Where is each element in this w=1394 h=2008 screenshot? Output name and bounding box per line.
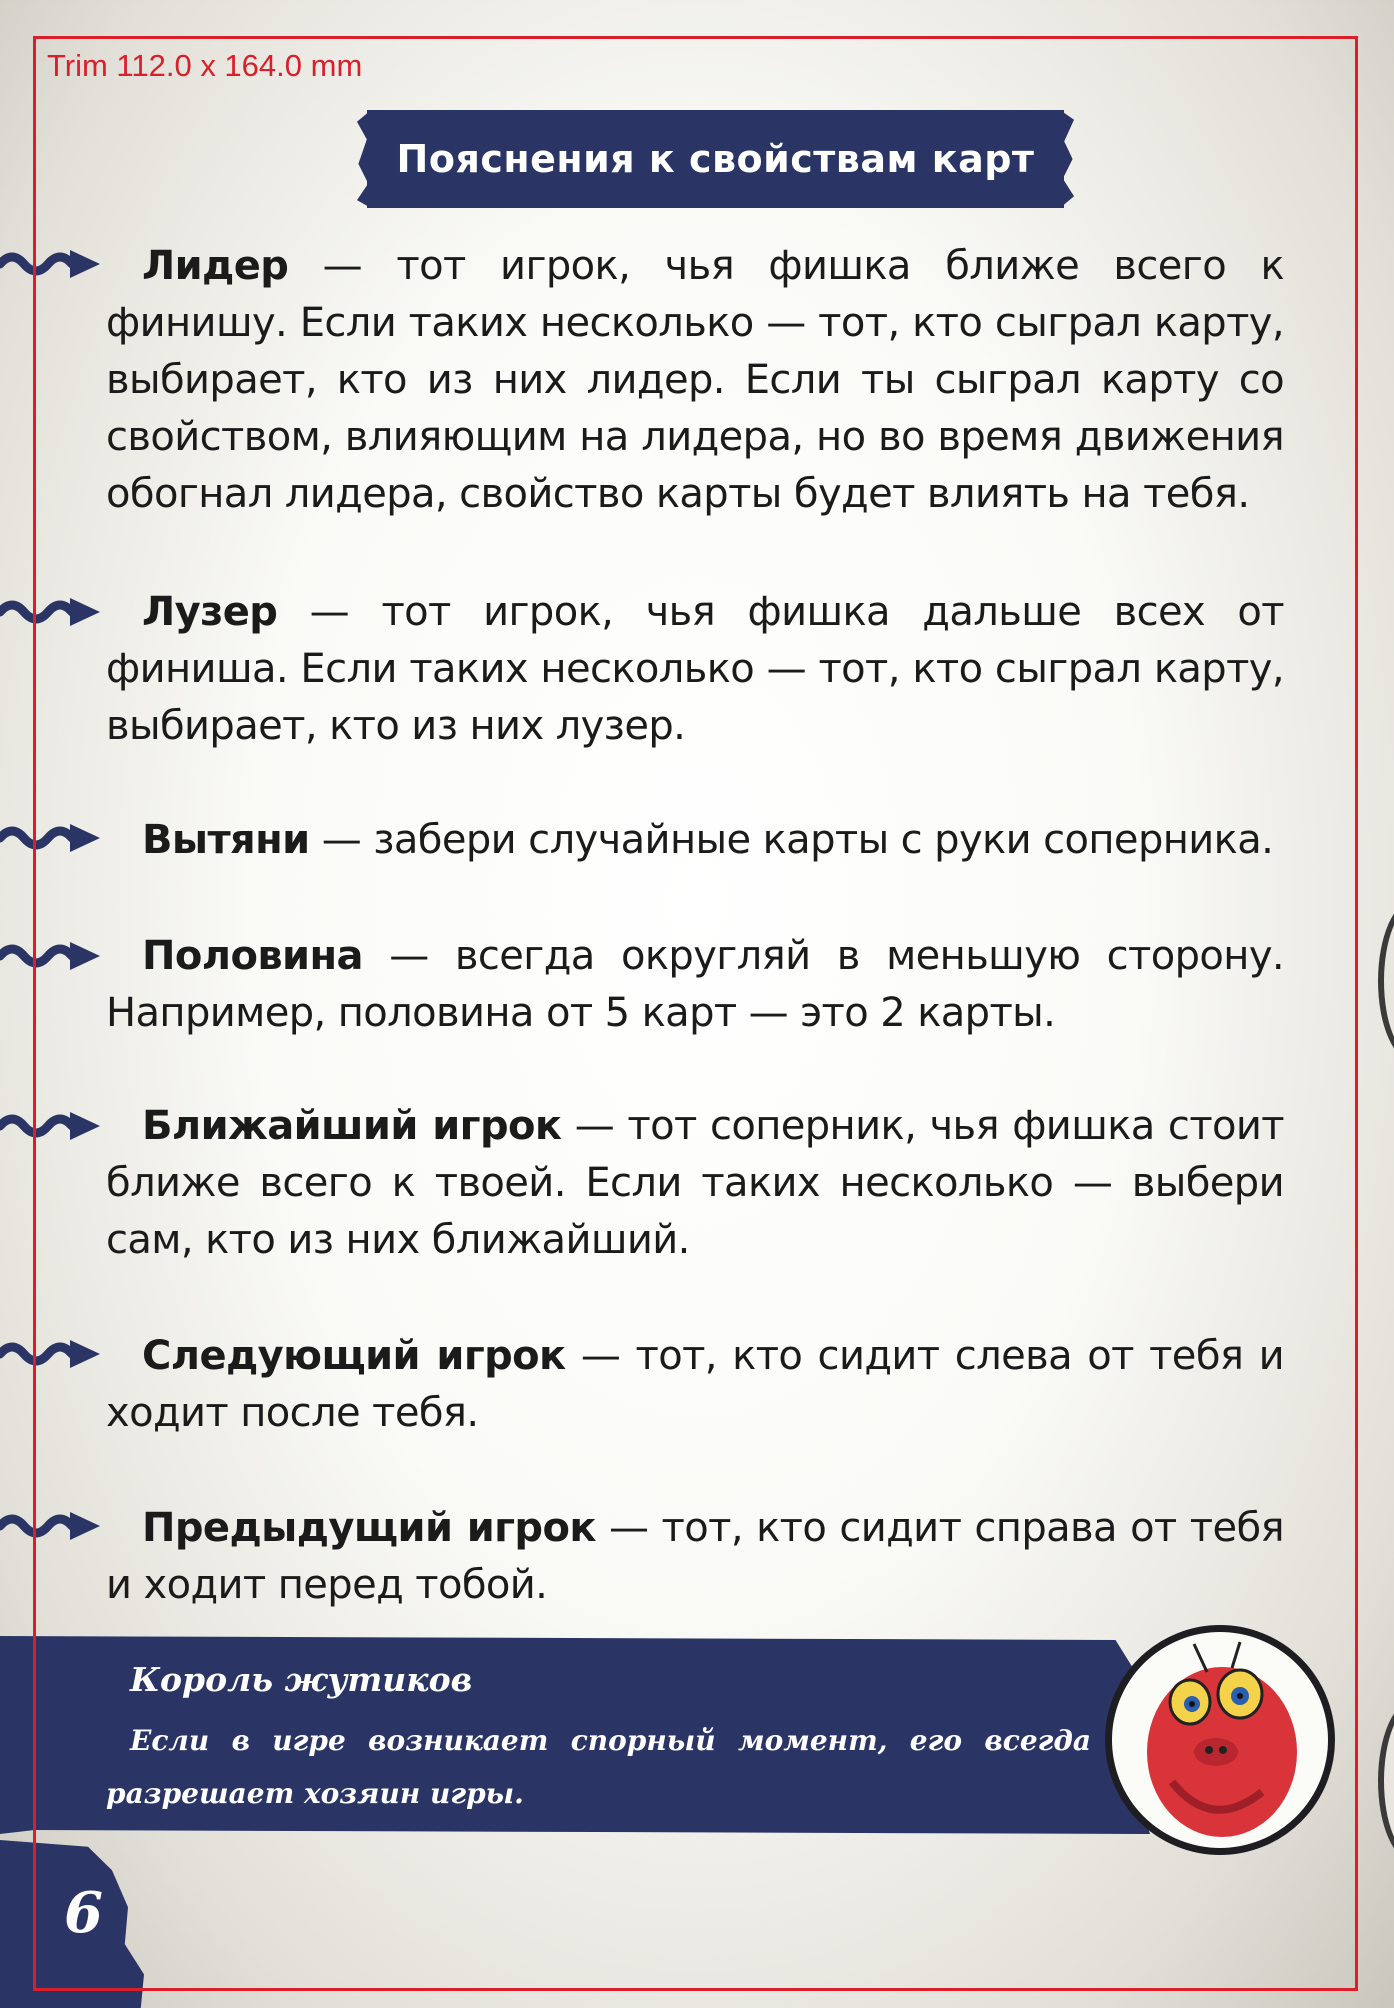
rule-text: — тот, кто сидит справа от тебя и ходит перед тобой. [106, 1505, 1285, 1608]
rule-text: — тот, кто сидит слева от тебя и ходит после тебя. [106, 1333, 1285, 1436]
rule-term: Предыдущий игрок [142, 1505, 596, 1551]
rule-entry-draw [106, 812, 1284, 869]
page-number: 6 [64, 1880, 103, 1946]
rule-paragraph [106, 1328, 1284, 1442]
rule-term: Ближайший игрок [142, 1103, 562, 1149]
rule-paragraph [106, 238, 1284, 523]
arrow-bullet-icon [0, 1332, 110, 1372]
rule-paragraph [106, 584, 1284, 755]
rule-text: — тот соперник, чья фишка стоит ближе всего к твоей. Если таких несколько — выбери сам, кто из них ближайший. [106, 1103, 1284, 1263]
section-title-banner [367, 110, 1064, 208]
callout-title: Король жутиков [130, 1660, 473, 1699]
rule-entry-next-player [106, 1328, 1284, 1442]
rule-paragraph [106, 812, 1284, 869]
arrow-bullet-icon [0, 934, 110, 974]
rule-text: — всегда округляй в меньшую сторону. Например, половина от 5 карт — это 2 карты. [106, 933, 1284, 1036]
adjacent-page-edge [1378, 900, 1394, 1062]
section-title: Пояснения к свойствам карт [396, 137, 1035, 181]
rule-paragraph [106, 1500, 1284, 1614]
arrow-bullet-icon [0, 1504, 110, 1544]
adjacent-page-edge [1378, 1700, 1394, 1862]
rule-term: Вытяни [142, 817, 310, 863]
callout-text: Если в игре возникает спорный момент, его всегда разрешает хозяин игры. [106, 1724, 1091, 1810]
rule-term: Лузер [142, 589, 278, 635]
rule-entry-half [106, 928, 1284, 1042]
creature-portrait [1105, 1625, 1335, 1855]
red-creature-icon [1112, 1632, 1328, 1848]
arrow-bullet-icon [0, 242, 110, 282]
rule-entry-previous-player [106, 1500, 1284, 1614]
rule-term: Половина [142, 933, 363, 979]
rule-entry-leader [106, 238, 1284, 523]
rule-text: — тот игрок, чья фишка ближе всего к финишу. Если таких несколько — тот, кто сыграл карту, выбирает, кто из них лидер. Если ты сыграл карту со свойством, влияющим на лидера, но во время движения обогнал лидера, свойство карты будет влиять на тебя. [106, 243, 1284, 517]
trim-label: Trim 112.0 x 164.0 mm [47, 48, 363, 83]
rule-text: — забери случайные карты с руки соперника. [309, 817, 1274, 863]
rule-paragraph [106, 928, 1284, 1042]
rule-paragraph [106, 1098, 1284, 1269]
arrow-bullet-icon [0, 590, 110, 630]
arrow-bullet-icon [0, 816, 110, 856]
rule-term: Лидер [142, 243, 289, 289]
rule-term: Следующий игрок [142, 1333, 566, 1379]
rule-entry-nearest-player [106, 1098, 1284, 1269]
rule-entry-loser [106, 584, 1284, 755]
rule-text: — тот игрок, чья фишка дальше всех от финиша. Если таких несколько — тот, кто сыграл карту, выбирает, кто из них лузер. [106, 589, 1284, 749]
arrow-bullet-icon [0, 1104, 110, 1144]
